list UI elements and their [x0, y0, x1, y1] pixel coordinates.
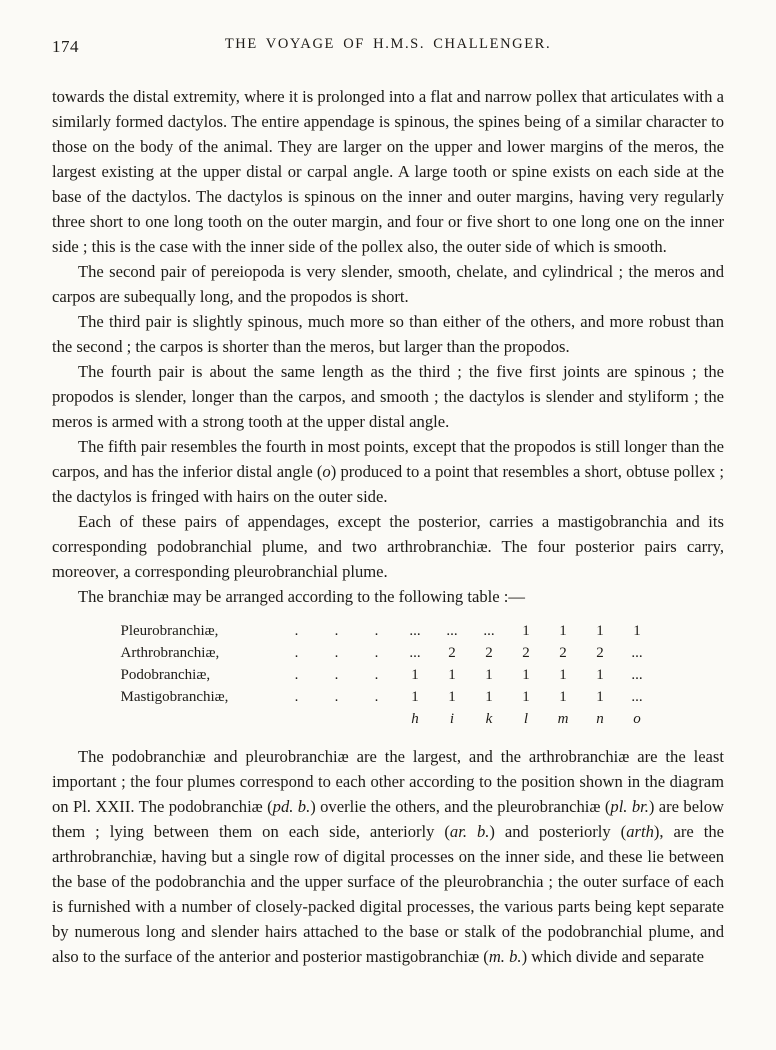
cell-value: 1	[522, 623, 530, 639]
paragraph	[52, 744, 724, 969]
cell-value: 2	[596, 645, 604, 661]
cell-value: ...	[409, 623, 421, 639]
cell-value: ...	[483, 623, 495, 639]
paragraph	[52, 584, 724, 609]
leader-dot: .	[294, 667, 299, 683]
leader-dot: .	[294, 645, 299, 661]
text-run: The podobranchiæ and pleurobranchiæ are the largest, and the arthrobranchiæ are the least important ; the four plumes correspond to each other according to the position shown in the diagram on Pl. XXII. The podobranchiæ (	[52, 747, 724, 816]
cell-value: 1	[559, 689, 567, 705]
leader-dot	[357, 708, 397, 730]
cell-value: 2	[559, 645, 567, 661]
text-run: The branchiæ may be arranged according to the following table :—	[78, 587, 525, 606]
table-row	[121, 686, 656, 708]
italic-term: o	[322, 462, 331, 481]
text-run: towards the distal extremity, where it is prolonged into a flat and narrow pollex that articulates with a similarly formed dactylos. The entire appendage is spinous, the spines being of a similar character to those on the body of the animal. They are larger on the upper and lower margins of the meros, the largest existing at the upper distal or carpal angle. A large tooth or spine exists on each side at the base of the dactylos. The dactylos is spinous on the inner and outer margins, having very regularly three short to one long tooth on the outer margin, and four or five short to one long one on the inner side ; this is the case with the inner side of the pollex also, the outer side of which is smooth.	[52, 87, 724, 256]
paragraphs-after-table	[52, 744, 724, 969]
cell-value: 1	[596, 689, 604, 705]
cell-value: ...	[409, 645, 421, 661]
column-letters-row	[121, 708, 656, 730]
running-title: THE VOYAGE OF H.M.S. CHALLENGER.	[224, 36, 552, 52]
column-letter: i	[449, 711, 455, 727]
table-row	[121, 664, 656, 686]
column-letter: l	[523, 711, 529, 727]
branchiae-table	[121, 620, 656, 730]
cell-value: 2	[522, 645, 530, 661]
leader-dot: .	[334, 689, 339, 705]
paragraphs-before-table	[52, 84, 724, 609]
leader-dot: .	[374, 623, 379, 639]
leader-dot: .	[334, 623, 339, 639]
table-row	[121, 620, 656, 642]
row-label: Arthrobranchiæ,	[120, 645, 220, 661]
column-letter: h	[411, 711, 419, 727]
cell-value: ...	[446, 623, 458, 639]
text-run: ) produced to a point that resembles a short, obtuse pollex ; the dactylos is fringed with hairs on the outer side.	[52, 462, 724, 506]
row-label: Mastigobranchiæ,	[120, 689, 229, 705]
leader-dot: .	[294, 689, 299, 705]
leader-dot	[277, 708, 317, 730]
column-letter: n	[596, 711, 604, 727]
text-run: The third pair is slightly spinous, much more so than either of the others, and more robust than the second ; the carpos is shorter than the meros, but larger than the propodos.	[52, 312, 724, 356]
leader-dot: .	[334, 667, 339, 683]
text-run: The fourth pair is about the same length as the third ; the five first joints are spinous ; the propodos is slender, longer than the carpos, and smooth ; the dactylos is slender and styliform ; the meros is armed with a strong tooth at the upper distal angle.	[52, 362, 724, 431]
table-row	[121, 642, 656, 664]
italic-term: pl. br.	[610, 797, 649, 816]
paragraph	[52, 359, 724, 434]
leader-dot	[317, 708, 357, 730]
leader-dot: .	[334, 645, 339, 661]
page-number: 174	[52, 37, 79, 56]
cell-value: 1	[522, 689, 530, 705]
italic-term: m. b.	[488, 947, 522, 966]
cell-value: 1	[522, 667, 530, 683]
column-letter: m	[557, 711, 569, 727]
page-header	[52, 36, 724, 58]
paragraph	[52, 509, 724, 584]
italic-term: ar. b.	[449, 822, 490, 841]
text-run: The second pair of pereiopoda is very slender, smooth, chelate, and cylindrical ; the meros and carpos are subequally long, and the propodos is short.	[52, 262, 724, 306]
cell-value: 1	[448, 689, 456, 705]
italic-term: arth	[626, 822, 654, 841]
leader-dot: .	[374, 689, 379, 705]
text-run: ), are the arthrobranchiæ, having but a single row of digital processes on the inner side, and these lie between the base of the podobranchia and the upper surface of the pleurobranchia ; the outer surface of each is furnished with a number of closely-packed digital processes, the various parts being kept separate by numerous long and slender hairs attached to the base or stalk of the podobranchial plume, and also to the surface of the anterior and posterior mastigobranchiæ (	[52, 822, 725, 966]
column-letter: o	[633, 711, 641, 727]
text-run: ) overlie the others, and the pleurobranchiæ (	[310, 797, 611, 816]
paragraph	[52, 309, 724, 359]
italic-term: pd. b.	[272, 797, 311, 816]
cell-value: 1	[448, 667, 456, 683]
paragraph	[52, 84, 724, 259]
cell-value: ...	[631, 667, 643, 683]
body-text	[52, 84, 724, 969]
text-run: The fifth pair resembles the fourth in most points, except that the propodos is still longer than the carpos, and has the inferior distal angle (	[52, 437, 724, 481]
row-label: Podobranchiæ,	[120, 667, 211, 683]
row-label	[121, 708, 277, 730]
cell-value: 1	[559, 623, 567, 639]
cell-value: ...	[631, 689, 643, 705]
cell-value: 1	[485, 689, 493, 705]
cell-value: 2	[485, 645, 493, 661]
leader-dot: .	[374, 667, 379, 683]
leader-dot: .	[374, 645, 379, 661]
branchiae-table-body	[121, 620, 656, 730]
cell-value: 2	[448, 645, 456, 661]
text-run: ) which divide and separate	[521, 947, 705, 966]
leader-dot: .	[294, 623, 299, 639]
cell-value: 1	[411, 689, 419, 705]
paragraph	[52, 434, 724, 509]
text-run: ) are below them ; lying between them on each side, anteriorly (	[52, 797, 724, 841]
cell-value: 1	[633, 623, 641, 639]
cell-value: 1	[411, 667, 419, 683]
cell-value: ...	[631, 645, 643, 661]
paragraph	[52, 259, 724, 309]
cell-value: 1	[596, 623, 604, 639]
cell-value: 1	[485, 667, 493, 683]
cell-value: 1	[596, 667, 604, 683]
cell-value: 1	[559, 667, 567, 683]
row-label: Pleurobranchiæ,	[120, 623, 219, 639]
column-letter: k	[485, 711, 493, 727]
text-run: Each of these pairs of appendages, except the posterior, carries a mastigobranchia and its corresponding podobranchial plume, and two arthrobranchiæ. The four posterior pairs carry, moreover, a corresponding pleurobranchial plume.	[52, 512, 724, 581]
text-run: ) and posteriorly (	[489, 822, 627, 841]
